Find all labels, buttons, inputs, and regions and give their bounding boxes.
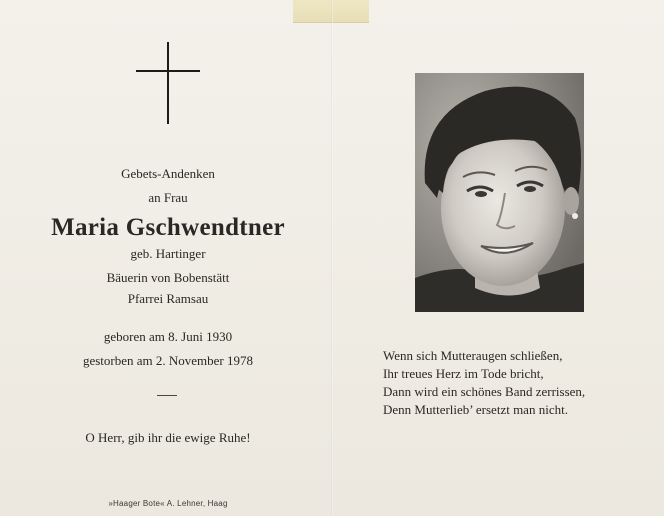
parish-text: Pfarrei Ramsau — [127, 291, 209, 306]
cross-horizontal-bar — [136, 70, 200, 72]
maiden-name-text: geb. Hartinger — [130, 246, 206, 261]
prayer-text: O Herr, gib ihr die ewige Ruhe! — [85, 430, 251, 445]
poem-line-4: Denn Mutterlieb’ ersetzt man nicht. — [383, 402, 568, 417]
printer-credit: »Haager Bote« A. Lehner, Haag — [108, 499, 228, 508]
poem-line-3: Dann wird ein schönes Band zerrissen, — [383, 384, 586, 399]
portrait-photo — [415, 73, 584, 312]
heading-text: Gebets-Andenken — [121, 166, 215, 181]
portrait-illustration — [415, 73, 584, 312]
poem-line-1: Wenn sich Mutteraugen schließen, — [383, 348, 563, 363]
prefix-text: an Frau — [148, 190, 188, 205]
cross-vertical-bar — [167, 42, 169, 124]
birth-date-text: geboren am 8. Juni 1930 — [103, 329, 233, 344]
occupation-text: Bäuerin von Bobenstätt — [106, 270, 230, 285]
latin-cross-icon — [136, 42, 200, 124]
death-date-text: gestorben am 2. November 1978 — [82, 353, 254, 368]
poem-line-2: Ihr treues Herz im Tode bricht, — [383, 366, 544, 381]
deceased-name: Maria Gschwendtner — [51, 214, 285, 241]
divider-dash — [157, 395, 177, 396]
